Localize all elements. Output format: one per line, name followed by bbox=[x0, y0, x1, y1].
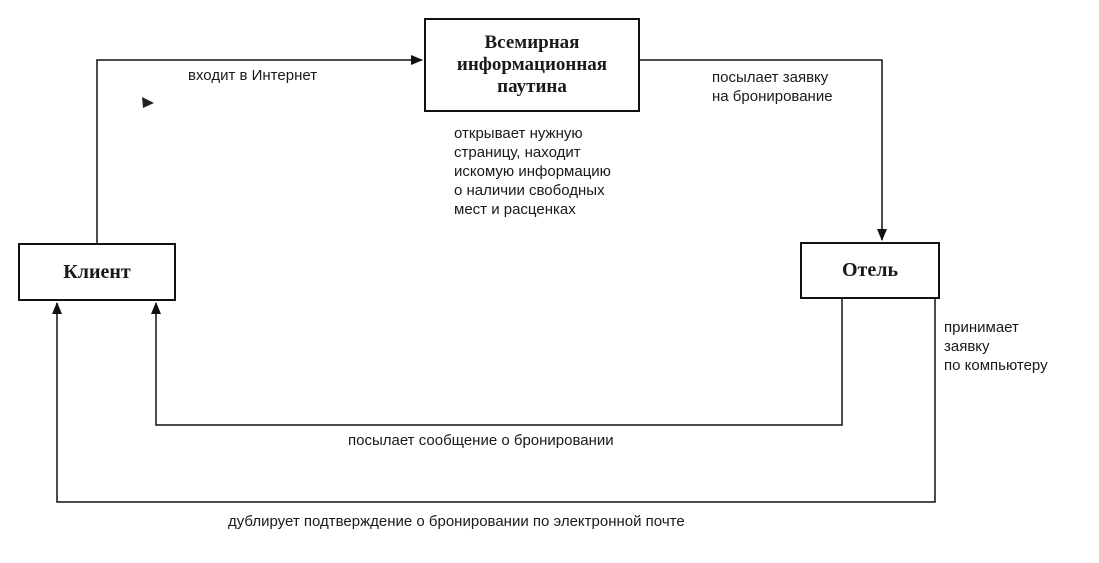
label-opens-page-line-2: страницу, находит bbox=[454, 144, 581, 161]
edge-client-to-www bbox=[97, 60, 422, 243]
label-duplicates-confirmation: дублирует подтверждение о бронировании по электронной почте bbox=[228, 513, 685, 530]
label-accepts-request bbox=[944, 318, 1048, 375]
stray-arrow-mark bbox=[142, 97, 154, 108]
edge-hotel-to-client-message bbox=[156, 299, 842, 425]
hotel-node bbox=[800, 242, 940, 299]
label-accepts-line-3: по компьютеру bbox=[944, 357, 1048, 374]
label-opens-page-line-5: мест и расценках bbox=[454, 201, 576, 218]
label-sends-booking-message: посылает сообщение о бронировании bbox=[348, 432, 614, 449]
edge-hotel-to-client-email bbox=[57, 299, 935, 502]
client-node-label: Клиент bbox=[63, 260, 131, 283]
label-accepts-line-1: принимает bbox=[944, 319, 1019, 336]
www-node-line-1: Всемирная bbox=[484, 32, 580, 53]
hotel-node-label: Отель bbox=[841, 259, 899, 281]
label-opens-page-line-1: открывает нужную bbox=[454, 125, 583, 142]
label-opens-page-line-3: искомую информацию bbox=[454, 163, 611, 180]
label-enters-internet: входит в Интернет bbox=[188, 67, 318, 84]
world-wide-web-node bbox=[424, 18, 640, 112]
label-sends-request bbox=[712, 68, 833, 106]
label-sends-request-line-1: посылает заявку bbox=[712, 69, 829, 86]
label-opens-page bbox=[454, 124, 611, 219]
label-accepts-line-2: заявку bbox=[944, 338, 990, 355]
www-node-line-3: паутина bbox=[497, 76, 567, 97]
label-sends-request-line-2: на бронирование bbox=[712, 88, 833, 105]
client-node bbox=[18, 243, 176, 301]
label-opens-page-line-4: о наличии свободных bbox=[454, 182, 605, 199]
www-node-line-2: информационная bbox=[456, 54, 608, 75]
